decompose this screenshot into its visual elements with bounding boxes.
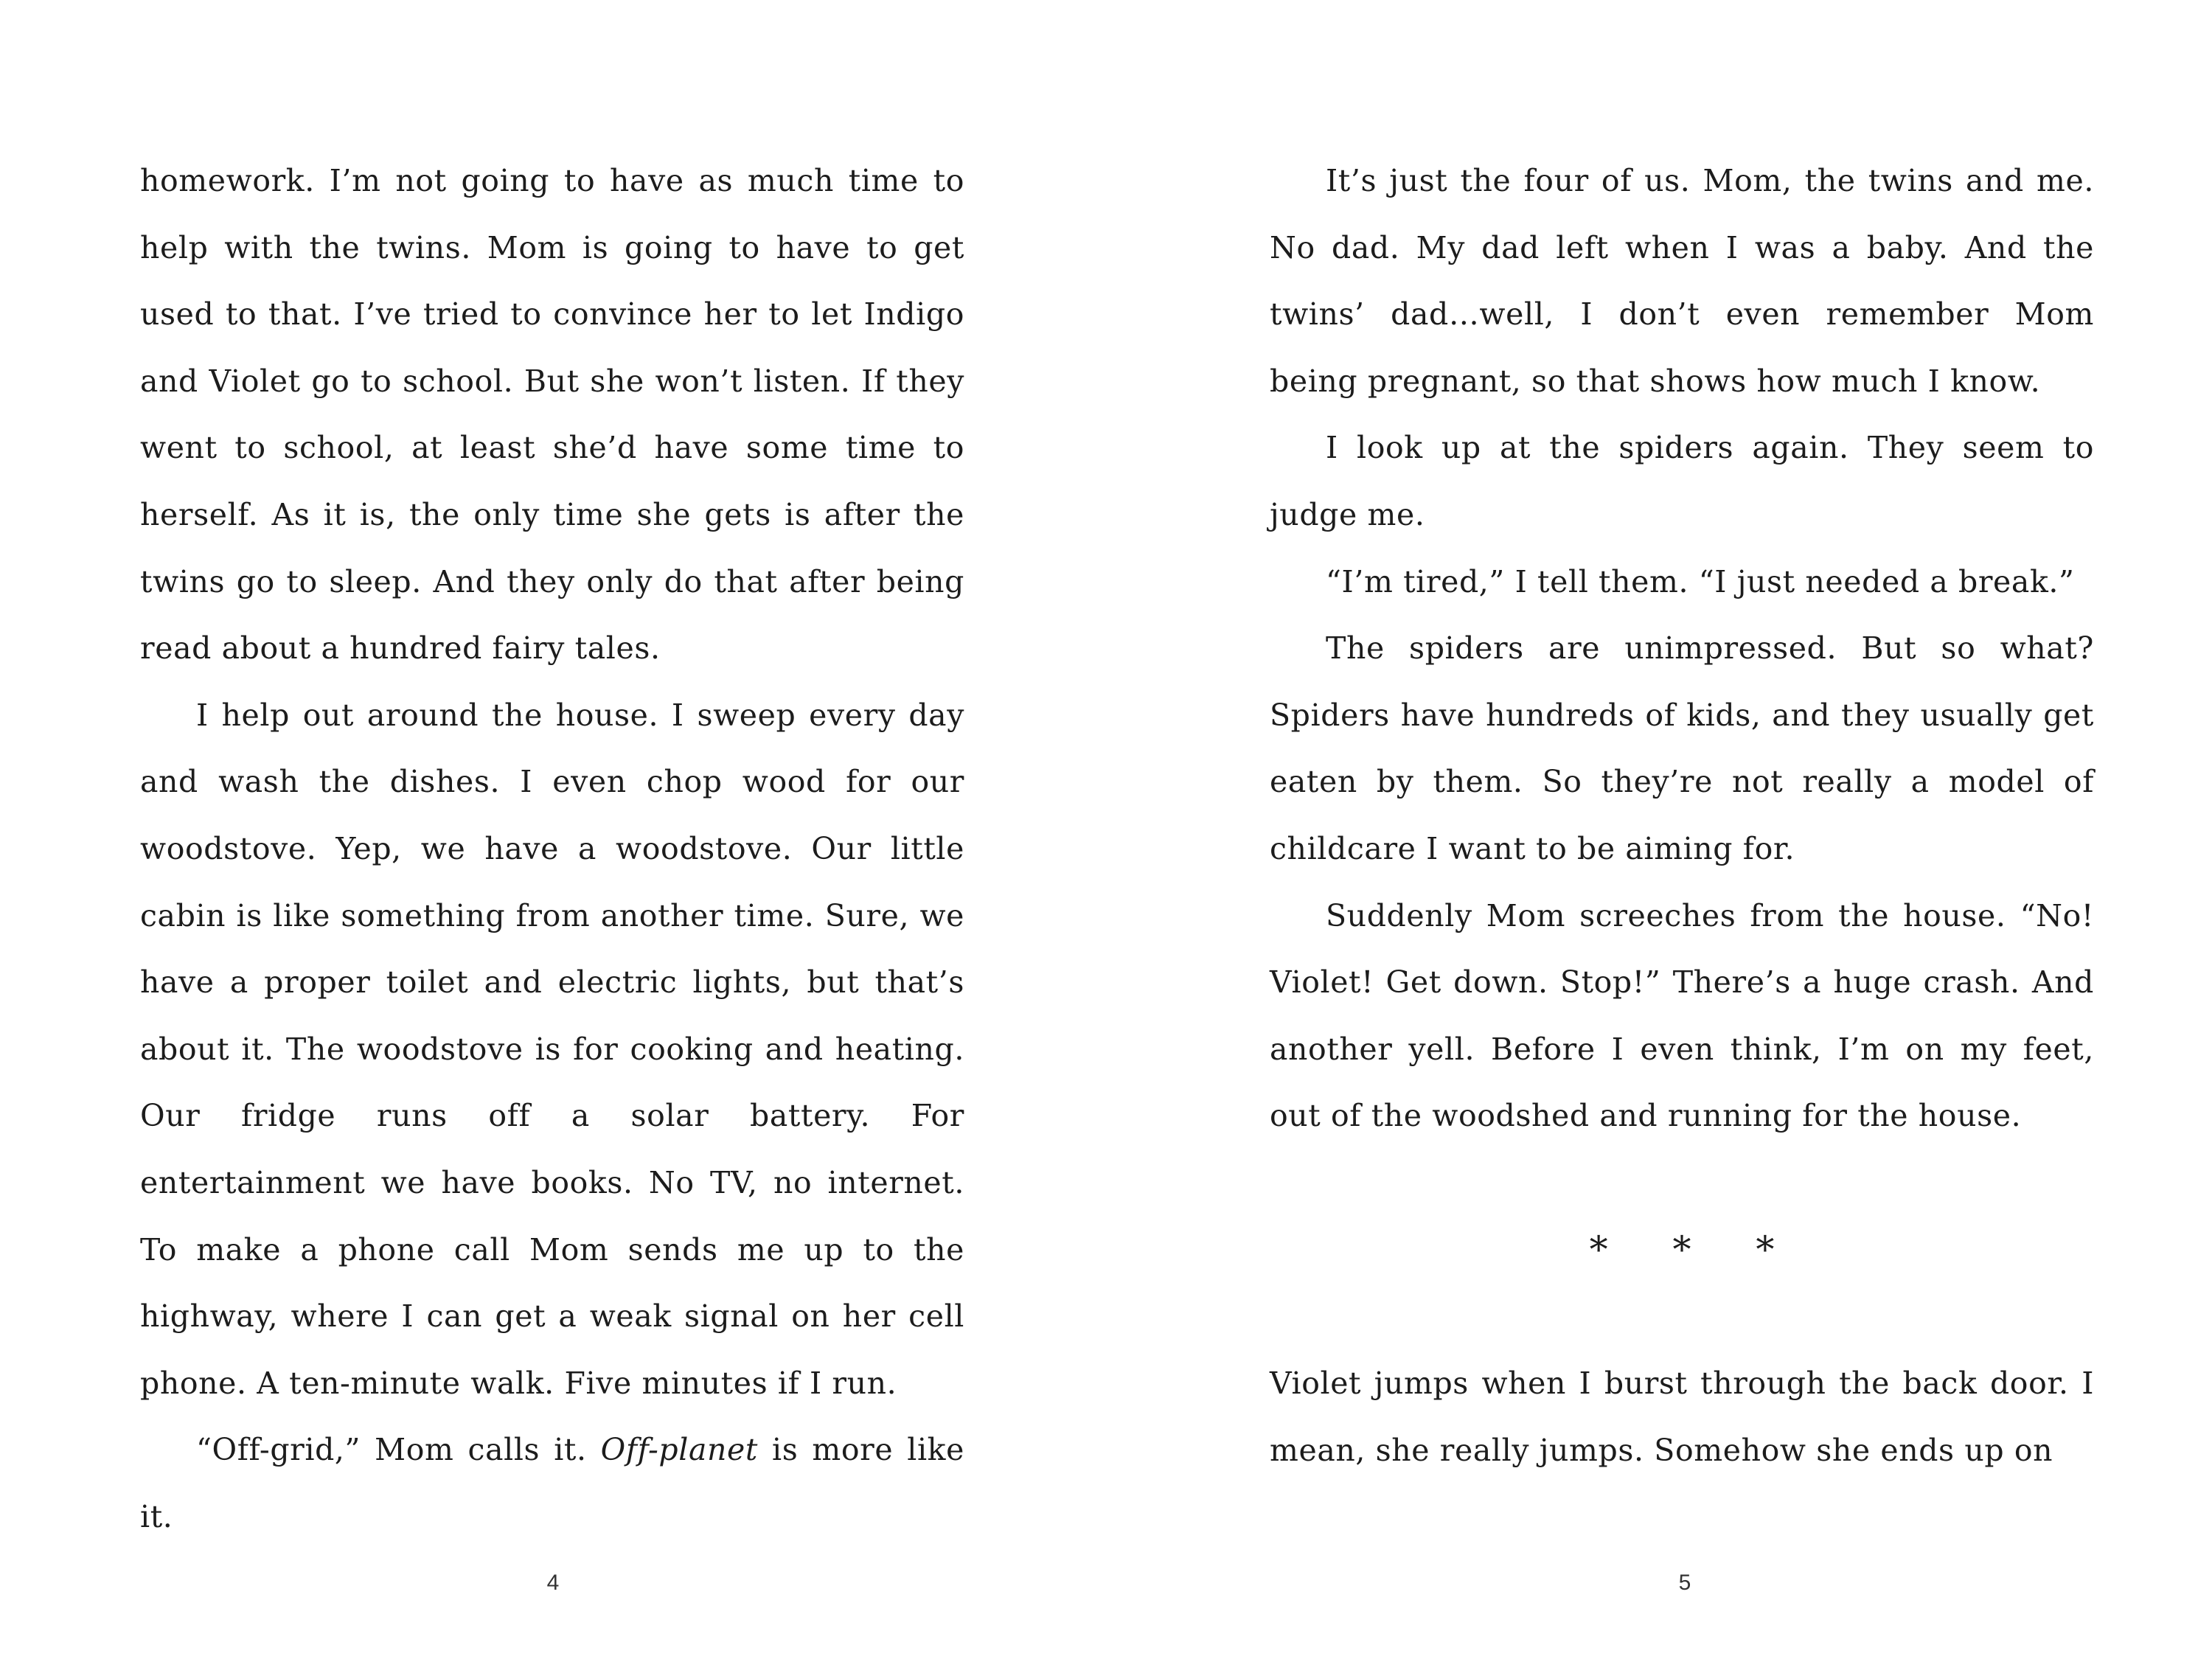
text-span: “Off-grid,” Mom calls it.	[196, 1432, 601, 1468]
paragraph: I look up at the spiders again. They seem to judge me.	[1270, 430, 2094, 532]
page-number: 5	[1678, 1571, 1691, 1595]
paragraph: The spiders are unimpressed. But so what? Spiders have hundreds of kids, and they usually get eaten by them. So they’re not really a model of childcare I want to be aiming for.	[1270, 630, 2094, 866]
paragraph: I help out around the house. I sweep every day and wash the dishes. I even chop wood for our woodstove. Yep, we have a woodstove. Our little cabin is like something from another time. Sure, we have a proper toilet and electric lights, but that’s about it. The woodstove is for cooking and heating. Our fridge runs off a solar battery. For entertainment we have books. No TV, no internet. To make a phone call Mom sends me up to the highway, where I can get a weak signal on her cell phone. A ten-minute walk. Five minutes if I run.	[140, 697, 964, 1401]
section-break: * * *	[1589, 1228, 1801, 1271]
text-span: is more like it.	[140, 1432, 964, 1534]
paragraph: homework. I’m not going to have as much time to help with the twins. Mom is going to have to get used to that. I’ve tried to convince her to let Indigo and Violet go to school. But she won’t listen. If they went to school, at least she’d have some time to herself. As it is, the only time she gets is after the twins go to sleep. And they only do that after being read about a hundred fairy tales.	[140, 163, 964, 667]
paragraph: Violet jumps when I burst through the back door. I mean, she really jumps. Somehow she ends up on	[1270, 1365, 2094, 1468]
right-page-text	[1270, 147, 2094, 1484]
paragraph: It’s just the four of us. Mom, the twins and me. No dad. My dad left when I was a baby. And the twins’ dad…well, I don’t even remember Mom being pregnant, so that shows how much I know.	[1270, 163, 2094, 399]
left-page-text	[140, 147, 964, 1550]
italic-text: Off-planet	[600, 1432, 758, 1468]
paragraph: Suddenly Mom screeches from the house. “No! Violet! Get down. Stop!” There’s a huge crash. And another yell. Before I even think, I’m on my feet, out of the woodshed and running for the house.	[1270, 897, 2094, 1134]
paragraph-last	[140, 1416, 964, 1550]
page-number: 4	[546, 1571, 560, 1595]
paragraph: “I’m tired,” I tell them. “I just needed a break.”	[1326, 563, 2075, 599]
right-page	[1106, 0, 2212, 1659]
